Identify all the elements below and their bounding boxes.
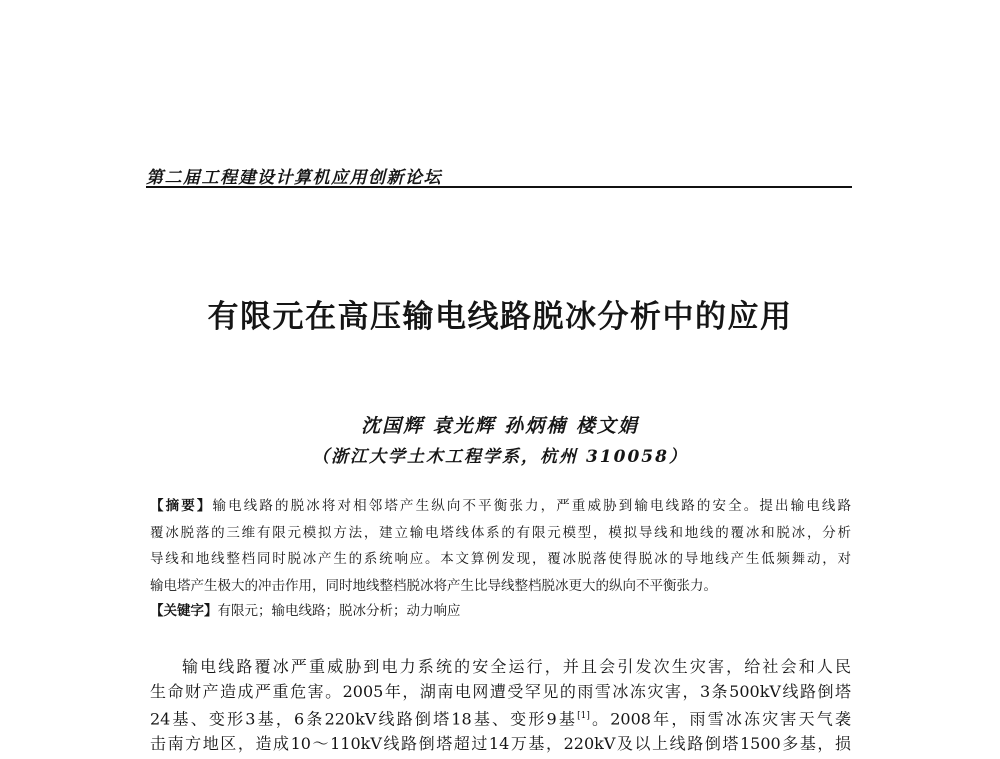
keywords xyxy=(150,598,851,624)
authors: 沈国辉 袁光辉 孙炳楠 楼文娟 xyxy=(361,415,639,437)
running-head: 第二届工程建设计算机应用创新论坛 xyxy=(146,168,442,188)
abstract-line: 覆冰脱落的三维有限元模拟方法，建立输电塔线体系的有限元模型，模拟导线和地线的覆冰和脱冰，分析 xyxy=(150,524,851,541)
keywords-label: 【关键字】 xyxy=(150,603,218,619)
paper-title: 有限元在高压输电线路脱冰分析中的应用 xyxy=(207,299,793,335)
body-line: 击南方地区，造成10～110kV线路倒塔超过14万基，220kV及以上线路倒塔1500多基，损 xyxy=(150,734,851,754)
body-line: 生命财产造成严重危害。2005年，湖南电网遭受罕见的雨雪冰冻灾害，3条500kV线路倒塔 xyxy=(150,682,851,701)
abstract-line: 输电塔产生极大的冲击作用，同时地线整档脱冰将产生比导线整档脱冰更大的纵向不平衡张力。 xyxy=(150,577,717,594)
body-line: 输电线路覆冰严重威胁到电力系统的安全运行，并且会引发次生灾害，给社会和人民 xyxy=(182,657,851,676)
abstract-label: 【摘要】 xyxy=(150,498,213,514)
citation-ref: [1] xyxy=(577,711,590,721)
keywords-text: 有限元；输电线路；脱冰分析；动力响应 xyxy=(217,603,461,619)
header-rule xyxy=(146,186,852,188)
abstract-line: 【摘要】输电线路的脱冰将对相邻塔产生纵向不平衡张力，严重威胁到输电线路的安全。提出输电线路 xyxy=(150,498,851,514)
body-line: 24基、变形3基，6条220kV线路倒塔18基、变形9基[1]。2008年，雨雪冰冻灾害天气袭 xyxy=(150,709,851,729)
abstract xyxy=(150,493,851,599)
affiliation: （浙江大学土木工程学系，杭州 310058） xyxy=(312,447,688,467)
body-paragraph xyxy=(150,654,851,756)
abstract-line: 导线和地线整档同时脱冰产生的系统响应。本文算例发现，覆冰脱落使得脱冰的导地线产生低频舞动，对 xyxy=(150,551,851,567)
